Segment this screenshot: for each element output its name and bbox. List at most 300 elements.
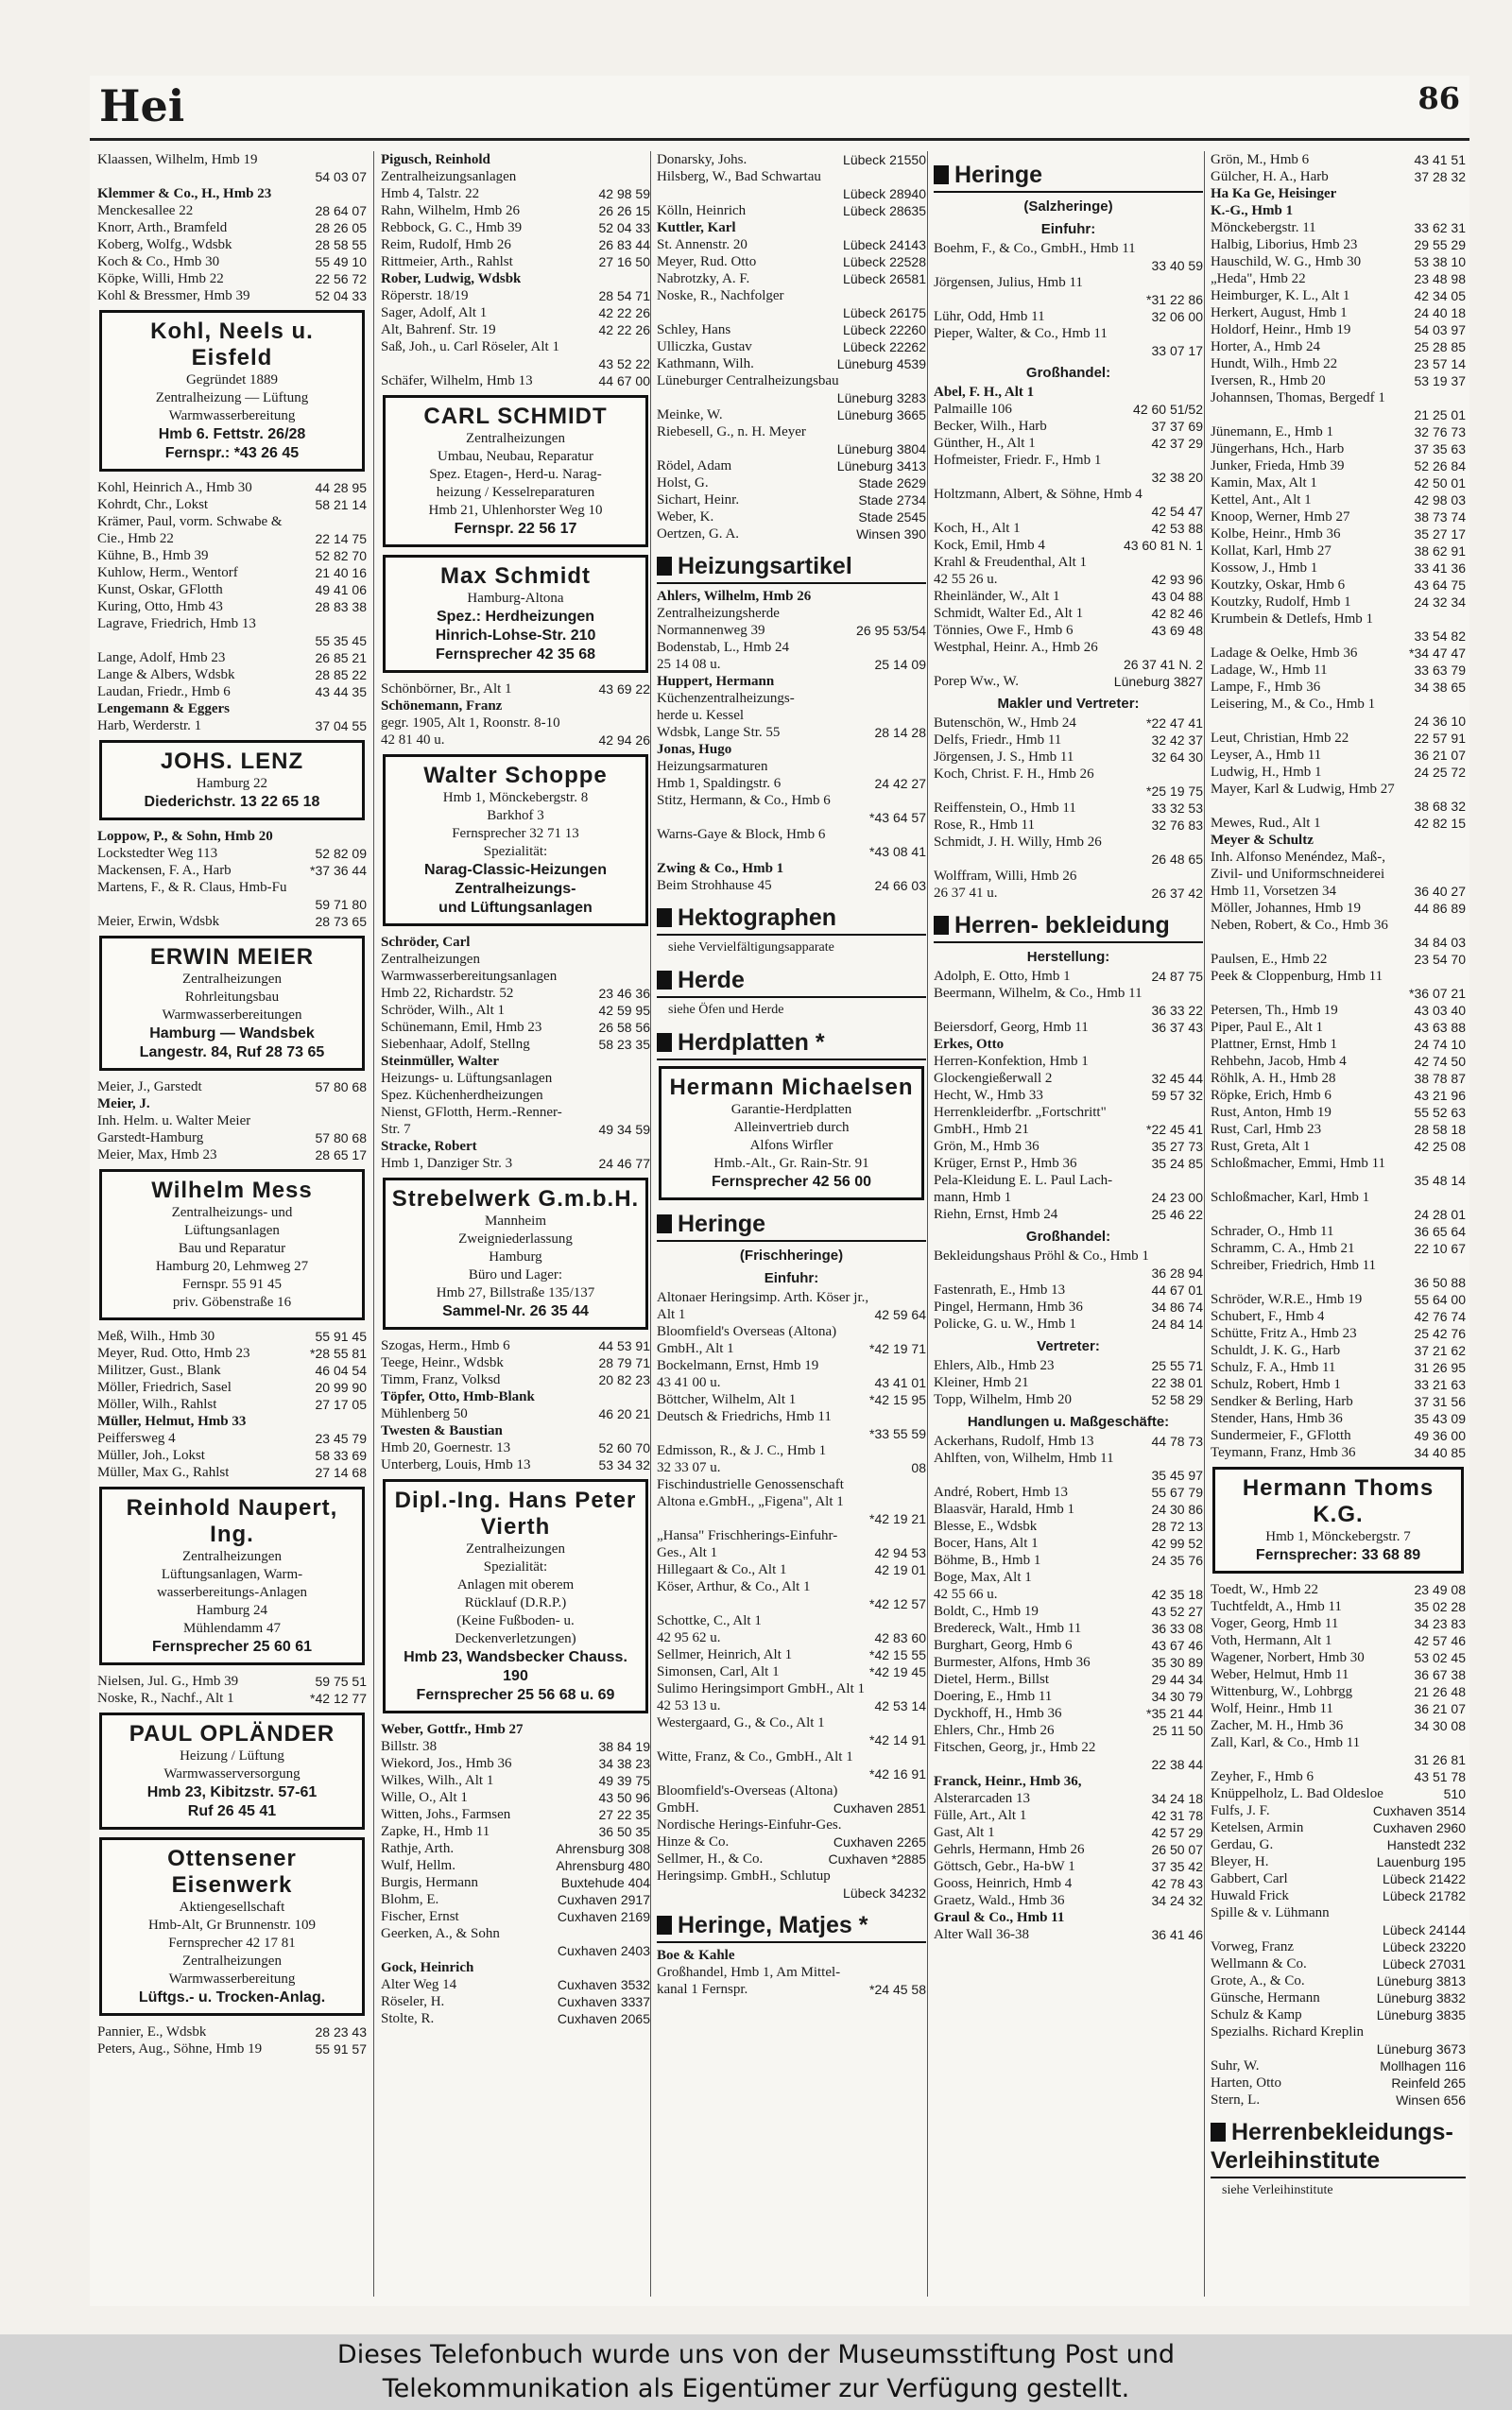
listing-name: Sichart, Heinr. xyxy=(657,492,740,508)
listing-phone: 28 58 55 xyxy=(315,237,367,252)
listing-entry xyxy=(934,1053,1203,1070)
listing-phone: 35 30 89 xyxy=(1151,1655,1203,1670)
listing-name: Adolph, E. Otto, Hmb 1 xyxy=(934,969,1071,984)
heading-marker-icon xyxy=(1211,2123,1226,2142)
listing-name: Gock, Heinrich xyxy=(381,1960,474,1975)
listing-name: Gast, Alt 1 xyxy=(934,1825,995,1840)
listing-phone: 25 46 22 xyxy=(1151,1207,1203,1222)
listing-name: Pannier, E., Wdsbk xyxy=(97,2024,207,2040)
listing-entry xyxy=(657,1442,926,1459)
listing-entry xyxy=(1211,525,1466,542)
listing-phone: 36 37 43 xyxy=(1151,1020,1203,1035)
listing-entry xyxy=(97,879,367,896)
listing-name: Deutsch & Friedrichs, Hmb 11 xyxy=(657,1409,832,1424)
listing-name: Riehn, Ernst, Hmb 24 xyxy=(934,1207,1058,1222)
listing-entry xyxy=(97,2023,367,2040)
listing-entry xyxy=(381,355,650,372)
listing-entry xyxy=(934,1637,1203,1654)
listing-entry xyxy=(934,1501,1203,1518)
listing-name: Noske, R., Nachfolger xyxy=(657,288,784,303)
advertisement-box xyxy=(99,1837,365,2016)
listing-entry xyxy=(381,1019,650,1036)
listing-phone: Cuxhaven *2885 xyxy=(828,1851,926,1867)
listing-name: Lange & Albers, Wdsbk xyxy=(97,667,235,682)
listing-phone: *43 08 41 xyxy=(869,844,926,859)
listing-entry xyxy=(97,1379,367,1396)
advertisement-box xyxy=(659,1066,924,1200)
listing-name: Schottke, C., Alt 1 xyxy=(657,1613,762,1628)
listing-name: Twesten & Baustian xyxy=(381,1423,503,1438)
listing-name: Wille, O., Alt 1 xyxy=(381,1790,468,1805)
listing-entry xyxy=(1211,1121,1466,1138)
listing-phone: 33 41 36 xyxy=(1414,560,1466,576)
listing-phone: 38 73 74 xyxy=(1414,509,1466,525)
listing-entry xyxy=(934,1265,1203,1282)
listing-phone: 52 60 70 xyxy=(598,1440,650,1455)
listing-phone: Mollhagen 116 xyxy=(1380,2058,1466,2074)
listing-entry xyxy=(97,683,367,700)
listing-entry xyxy=(657,1561,926,1578)
listing-entry xyxy=(934,714,1203,732)
listing-entry xyxy=(657,1340,926,1357)
footer-note xyxy=(0,2334,1512,2410)
ad-highlight: Lüftgs.- u. Trocken-Anlag. xyxy=(138,1989,326,2005)
listing-phone: *42 15 55 xyxy=(869,1647,926,1662)
listing-phone: 33 40 59 xyxy=(1151,258,1203,273)
listing-entry xyxy=(381,151,650,168)
listing-phone: 52 26 84 xyxy=(1414,458,1466,473)
listing-entry xyxy=(1211,1785,1466,1802)
listing-entry xyxy=(934,1467,1203,1484)
listing-name: Schramm, C. A., Hmb 21 xyxy=(1211,1241,1355,1256)
listing-entry xyxy=(934,554,1203,571)
listing-name: Schütte, Fritz A., Hmb 23 xyxy=(1211,1326,1357,1341)
listing-entry xyxy=(1211,168,1466,185)
listing-entry xyxy=(934,1316,1203,1333)
listing-name: Schulz, Robert, Hmb 1 xyxy=(1211,1377,1341,1392)
listing-phone: 24 46 77 xyxy=(598,1156,650,1171)
listing-phone: Cuxhaven 3337 xyxy=(557,1994,650,2009)
listing-phone: 53 38 10 xyxy=(1414,254,1466,269)
listing-name: Lange, Adolf, Hmb 23 xyxy=(97,650,226,665)
listing-name: Warmwasserbereitungsanlagen xyxy=(381,969,558,984)
listing-entry xyxy=(934,1138,1203,1155)
listing-entry xyxy=(1211,1581,1466,1598)
section-subheading: Einfuhr: xyxy=(1040,221,1096,237)
listing-phone: 36 21 07 xyxy=(1414,1701,1466,1716)
listing-entry xyxy=(381,270,650,287)
listing-phone: Lüneburg 3832 xyxy=(1376,1990,1466,2005)
listing-entry xyxy=(97,1673,367,1690)
listing-entry xyxy=(934,622,1203,639)
listing-name: 42 55 66 u. xyxy=(934,1587,998,1602)
ad-line: Hmb.-Alt., Gr. Rain-Str. 91 xyxy=(713,1156,869,1171)
listing-name: Rose, R., Hmb 11 xyxy=(934,818,1035,833)
listing-entry xyxy=(657,1981,926,1998)
listing-entry xyxy=(1211,628,1466,645)
listing-phone: Lübeck 21422 xyxy=(1383,1871,1466,1886)
listing-name: Schloßmacher, Emmi, Hmb 11 xyxy=(1211,1156,1386,1171)
listing-name: Rust, Anton, Hmb 19 xyxy=(1211,1105,1332,1120)
listing-entry xyxy=(97,236,367,253)
listing-name: Meier, Erwin, Wdsbk xyxy=(97,914,220,929)
listing-entry xyxy=(934,1773,1203,1790)
listing-name: Rehbehn, Jacob, Hmb 4 xyxy=(1211,1054,1347,1069)
heading-text: Herdplatten * xyxy=(678,1029,825,1056)
listing-entry xyxy=(1211,1393,1466,1410)
listing-phone: 35 02 28 xyxy=(1414,1599,1466,1614)
listing-entry xyxy=(381,1070,650,1087)
ad-title: Dipl.-Ing. Hans Peter Vierth xyxy=(394,1488,637,1540)
listing-phone: 31 26 95 xyxy=(1414,1360,1466,1375)
listing-phone: 42 34 05 xyxy=(1414,288,1466,303)
listing-entry xyxy=(657,1851,926,1868)
listing-entry xyxy=(97,496,367,513)
listing-entry xyxy=(381,1036,650,1053)
listing-entry xyxy=(934,1518,1203,1535)
listing-name: Röperstr. 18/19 xyxy=(381,288,469,303)
listing-name: André, Robert, Hmb 13 xyxy=(934,1485,1069,1500)
column-divider xyxy=(1204,151,1205,2297)
listing-name: Gerdau, G. xyxy=(1211,1837,1274,1852)
listing-entry xyxy=(381,1138,650,1155)
listing-phone: Lübeck 34232 xyxy=(843,1885,926,1901)
heading-marker-icon xyxy=(934,916,949,935)
listing-entry xyxy=(1211,832,1466,849)
listing-entry xyxy=(934,571,1203,588)
listing-phone: Cuxhaven 2403 xyxy=(557,1943,650,1958)
listing-entry xyxy=(1211,2023,1466,2040)
listing-name: Witten, Johs., Farmsen xyxy=(381,1807,511,1822)
ad-line: Heizung / Lüftung xyxy=(180,1748,284,1764)
ad-line: (Keine Fußboden- u. xyxy=(456,1613,575,1628)
listing-entry xyxy=(657,372,926,389)
listing-name: Kohl, Heinrich A., Hmb 30 xyxy=(97,480,252,495)
listing-phone: Stade 2545 xyxy=(858,509,926,525)
heading-text: Heringe, Matjes * xyxy=(678,1912,868,1938)
column-4 xyxy=(934,151,1203,2306)
listing-name: Röpke, Erich, Hmb 6 xyxy=(1211,1088,1332,1103)
listing-name: Alt 1 xyxy=(657,1307,686,1322)
listing-entry xyxy=(657,338,926,355)
listing-name: Lampe, F., Hmb 36 xyxy=(1211,680,1321,695)
listing-phone: 42 60 51/52 xyxy=(1133,402,1203,417)
listing-entry xyxy=(657,168,926,185)
listing-phone: Winsen 390 xyxy=(856,526,926,542)
listing-phone: 22 14 75 xyxy=(315,531,367,546)
listing-phone: 36 67 38 xyxy=(1414,1667,1466,1682)
listing-name: Bekleidungshaus Pröhl & Co., Hmb 1 xyxy=(934,1248,1149,1264)
listing-entry xyxy=(657,1765,926,1782)
listing-entry xyxy=(1211,764,1466,781)
listing-entry xyxy=(97,253,367,270)
ad-highlight: Hmb 23, Kibitzstr. 57-61 xyxy=(146,1784,318,1800)
listing-phone: 36 33 22 xyxy=(1151,1003,1203,1018)
listing-name: Junker, Frieda, Hmb 39 xyxy=(1211,458,1345,473)
ad-title: Strebelwerk G.m.b.H. xyxy=(391,1186,640,1212)
listing-entry xyxy=(934,1875,1203,1892)
listing-name: Ehlers, Alb., Hmb 23 xyxy=(934,1358,1055,1373)
listing-phone: 44 28 95 xyxy=(315,480,367,495)
listing-name: Menckesallee 22 xyxy=(97,203,194,218)
listing-name: Hecht, W., Hmb 33 xyxy=(934,1088,1043,1103)
listing-entry xyxy=(1211,968,1466,985)
listing-entry xyxy=(97,666,367,683)
ad-title: Reinhold Naupert, Ing. xyxy=(126,1495,338,1547)
listing-name: Wiekord, Jos., Hmb 36 xyxy=(381,1756,512,1771)
listing-entry xyxy=(381,985,650,1002)
listing-name: Pela-Kleidung E. L. Paul Lach- xyxy=(934,1173,1113,1188)
listing-name: Ladage, W., Hmb 11 xyxy=(1211,663,1328,678)
listing-name: Zapke, H., Hmb 11 xyxy=(381,1824,490,1839)
listing-entry xyxy=(934,325,1203,342)
listing-name: Grote, A., & Co. xyxy=(1211,1973,1305,1988)
listing-phone: 35 48 14 xyxy=(1414,1173,1466,1188)
listing-phone: 23 54 70 xyxy=(1414,952,1466,967)
listing-name: Kuttler, Karl xyxy=(657,220,736,235)
ad-line: Spez. Etagen-, Herd-u. Narag- xyxy=(429,467,602,482)
listing-name: Rheinländer, W., Alt 1 xyxy=(934,589,1060,604)
ad-line: priv. Göbenstraße 16 xyxy=(172,1295,292,1310)
listing-entry xyxy=(657,1357,926,1374)
ad-highlight: Narag-Classic-Heizungen xyxy=(424,862,607,878)
listing-phone: 27 17 05 xyxy=(315,1397,367,1412)
listing-phone: 22 38 44 xyxy=(1151,1757,1203,1772)
listing-entry xyxy=(657,1289,926,1306)
listing-name: Möller, Wilh., Rahlst xyxy=(97,1397,217,1412)
listing-phone: 42 31 78 xyxy=(1151,1808,1203,1823)
listing-entry xyxy=(657,775,926,792)
listing-name: Leisering, M., & Co., Hmb 1 xyxy=(1211,697,1376,712)
directory-page xyxy=(90,76,1469,2306)
listing-entry xyxy=(97,479,367,496)
listing-name: 42 81 40 u. xyxy=(381,732,445,748)
listing-name: Nielsen, Jul. G., Hmb 39 xyxy=(97,1674,239,1689)
listing-phone: 28 26 05 xyxy=(315,220,367,235)
listing-entry xyxy=(97,913,367,930)
listing-name: GmbH. xyxy=(657,1800,699,1816)
listing-phone: 36 41 46 xyxy=(1151,1927,1203,1942)
listing-entry xyxy=(97,862,367,879)
listing-entry xyxy=(381,1840,650,1857)
listing-phone: Lübeck 22260 xyxy=(843,322,926,337)
listing-phone: *43 64 57 xyxy=(869,810,926,825)
heading-marker-icon xyxy=(657,1916,672,1935)
listing-phone: 58 33 69 xyxy=(315,1448,367,1463)
ad-line: heizung / Kesselreparaturen xyxy=(436,485,595,500)
listing-phone: 44 78 73 xyxy=(1151,1434,1203,1449)
listing-phone: 26 95 53/54 xyxy=(856,623,926,638)
listing-entry xyxy=(1211,1070,1466,1087)
listing-entry xyxy=(1211,423,1466,440)
listing-entry xyxy=(1211,679,1466,696)
listing-phone: 24 32 34 xyxy=(1414,594,1466,610)
listing-name: Böttcher, Wilhelm, Alt 1 xyxy=(657,1392,797,1407)
listing-entry xyxy=(657,236,926,253)
listing-entry xyxy=(1211,1700,1466,1717)
listing-entry xyxy=(1211,917,1466,934)
listing-name: Knoop, Werner, Hmb 27 xyxy=(1211,509,1350,525)
listing-name: Harb, Werderstr. 1 xyxy=(97,718,202,733)
listing-entry xyxy=(381,1959,650,1976)
listing-phone: 21 40 16 xyxy=(315,565,367,580)
listing-name: Spez. Küchenherdheizungen xyxy=(381,1088,543,1103)
listing-entry xyxy=(657,1748,926,1765)
listing-phone: 28 23 43 xyxy=(315,2024,367,2040)
listing-phone: 43 64 75 xyxy=(1414,577,1466,593)
listing-entry xyxy=(1211,253,1466,270)
listing-name: Alter Weg 14 xyxy=(381,1977,457,1992)
listing-phone: 43 63 88 xyxy=(1414,1020,1466,1035)
listing-entry xyxy=(381,1104,650,1121)
listing-phone: 53 02 45 xyxy=(1414,1650,1466,1665)
ad-line: Zentralheizungen xyxy=(182,1549,282,1564)
listing-name: Kohl & Bressmer, Hmb 39 xyxy=(97,288,250,303)
listing-phone: 42 54 47 xyxy=(1151,504,1203,519)
heading-marker-icon xyxy=(657,1214,672,1233)
listing-entry xyxy=(934,1926,1203,1943)
listing-entry xyxy=(97,1447,367,1464)
ad-highlight: Fernsprecher 25 56 68 u. 69 xyxy=(416,1687,615,1703)
listing-entry xyxy=(657,1510,926,1527)
listing-name: Wittenburg, W., Lohbrgg xyxy=(1211,1684,1353,1699)
listing-phone: 32 76 83 xyxy=(1151,818,1203,833)
listing-phone: 20 82 23 xyxy=(598,1372,650,1387)
listing-entry xyxy=(97,1396,367,1413)
listing-entry xyxy=(1211,1598,1466,1615)
listing-phone: 33 54 82 xyxy=(1414,628,1466,644)
listing-phone: 33 62 31 xyxy=(1414,220,1466,235)
heading-text: Herrenbekleidungs- Verleihinstitute xyxy=(1211,2119,1453,2174)
listing-phone: Cuxhaven 3532 xyxy=(557,1977,650,1992)
ad-line: Anlagen mit oberem xyxy=(456,1577,575,1592)
ad-line: Bau und Reparatur xyxy=(178,1241,286,1256)
listing-phone: 35 24 85 xyxy=(1151,1156,1203,1171)
listing-phone: 38 62 91 xyxy=(1414,543,1466,559)
listing-entry xyxy=(381,1908,650,1925)
listing-phone: 43 69 48 xyxy=(1151,623,1203,638)
heading-text: Heizungsartikel xyxy=(678,553,852,579)
listing-name: Köser, Arthur, & Co., Alt 1 xyxy=(657,1579,811,1594)
listing-entry xyxy=(657,1885,926,1902)
listing-entry xyxy=(1211,1053,1466,1070)
listing-name: Fülle, Art., Alt 1 xyxy=(934,1808,1027,1823)
listing-entry xyxy=(1211,1325,1466,1342)
listing-name: Zentralheizungsanlagen xyxy=(381,169,517,184)
listing-name: Müller, Helmut, Hmb 33 xyxy=(97,1414,247,1429)
listing-entry xyxy=(934,1739,1203,1756)
listing-phone: *42 16 91 xyxy=(869,1766,926,1782)
listing-phone: 28 14 28 xyxy=(874,725,926,740)
listing-entry xyxy=(934,1189,1203,1206)
listing-name: Röhlk, A. H., Hmb 28 xyxy=(1211,1071,1336,1086)
listing-entry xyxy=(934,1357,1203,1374)
listing-phone: 510 xyxy=(1443,1786,1466,1801)
section-subheading: Großhandel: xyxy=(1025,365,1111,381)
listing-name: Meier, Max, Hmb 23 xyxy=(97,1147,217,1162)
listing-name: 43 41 00 u. xyxy=(657,1375,721,1390)
listing-entry xyxy=(657,1816,926,1833)
page-number: 86 xyxy=(1418,80,1460,116)
listing-phone: 59 57 32 xyxy=(1151,1088,1203,1103)
listing-entry xyxy=(657,525,926,542)
listing-name: Kathmann, Wilh. xyxy=(657,356,754,371)
ad-highlight: Fernsprecher 42 35 68 xyxy=(436,646,595,663)
listing-entry xyxy=(97,632,367,649)
ad-line: Lüftungsanlagen xyxy=(184,1223,280,1238)
listing-phone: 24 84 14 xyxy=(1151,1317,1203,1332)
listing-name: Teege, Heinr., Wdsbk xyxy=(381,1355,504,1370)
ad-title: Max Schmidt xyxy=(439,563,592,589)
listing-entry xyxy=(657,202,926,219)
listing-entry xyxy=(381,338,650,355)
listing-entry xyxy=(1211,542,1466,559)
listing-entry xyxy=(657,792,926,809)
listing-name: Heringsimp. GmbH., Schlutup xyxy=(657,1868,831,1884)
listing-entry xyxy=(381,236,650,253)
listing-phone: 26 50 07 xyxy=(1151,1842,1203,1857)
listing-name: Hinze & Co. xyxy=(657,1834,730,1850)
listing-name: Wolf, Heinr., Hmb 11 xyxy=(1211,1701,1333,1716)
listing-phone: *42 19 71 xyxy=(869,1341,926,1356)
header-keyword: Hei xyxy=(99,80,185,131)
listing-name: Boldt, C., Hmb 19 xyxy=(934,1604,1039,1619)
listing-name: Schulz, F. A., Hmb 11 xyxy=(1211,1360,1336,1375)
listing-name: Koch, H., Alt 1 xyxy=(934,521,1021,536)
listing-name: Mayer, Karl & Ludwig, Hmb 27 xyxy=(1211,782,1395,797)
listing-entry xyxy=(934,1484,1203,1501)
ad-line: Hmb 27, Billstraße 135/137 xyxy=(436,1285,595,1300)
ad-line: Barkhof 3 xyxy=(487,808,544,823)
listing-entry xyxy=(381,1121,650,1138)
listing-entry xyxy=(657,1680,926,1697)
listing-entry xyxy=(381,1053,650,1070)
listing-name: Knorr, Arth., Bramfeld xyxy=(97,220,228,235)
listing-phone: 36 40 27 xyxy=(1414,884,1466,899)
listing-entry xyxy=(381,1337,650,1354)
listing-name: Nordische Herings-Einfuhr-Ges. xyxy=(657,1817,842,1833)
listing-entry xyxy=(657,508,926,525)
listing-phone: Lübeck 28940 xyxy=(843,186,926,201)
listing-name: Möller, Friedrich, Sasel xyxy=(97,1380,232,1395)
column-5 xyxy=(1211,151,1466,2306)
listing-phone: 43 69 22 xyxy=(598,681,650,697)
listing-entry xyxy=(97,2040,367,2057)
listing-entry xyxy=(381,1439,650,1456)
listing-name: Rust, Greta, Alt 1 xyxy=(1211,1139,1311,1154)
ad-line: Hamburg 24 xyxy=(196,1603,268,1618)
listing-entry xyxy=(1211,406,1466,423)
heading-text: Herren- bekleidung xyxy=(954,912,1170,938)
listing-phone: 42 59 64 xyxy=(874,1307,926,1322)
heading-marker-icon xyxy=(934,165,949,184)
listing-entry xyxy=(934,401,1203,418)
listing-entry xyxy=(1211,1887,1466,1904)
listing-entry xyxy=(657,355,926,372)
heading-text: Herde xyxy=(678,967,745,993)
listing-entry xyxy=(657,639,926,656)
listing-entry xyxy=(934,968,1203,985)
listing-entry xyxy=(934,1569,1203,1586)
listing-entry xyxy=(934,749,1203,766)
listing-phone: 08 xyxy=(911,1460,926,1475)
listing-entry xyxy=(97,1362,367,1379)
listing-name: Ketelsen, Armin xyxy=(1211,1820,1304,1835)
listing-phone: 42 78 43 xyxy=(1151,1876,1203,1891)
listing-phone: 24 36 10 xyxy=(1414,714,1466,729)
listing-entry xyxy=(1211,1206,1466,1223)
listing-name: Horter, A., Hmb 24 xyxy=(1211,339,1321,354)
